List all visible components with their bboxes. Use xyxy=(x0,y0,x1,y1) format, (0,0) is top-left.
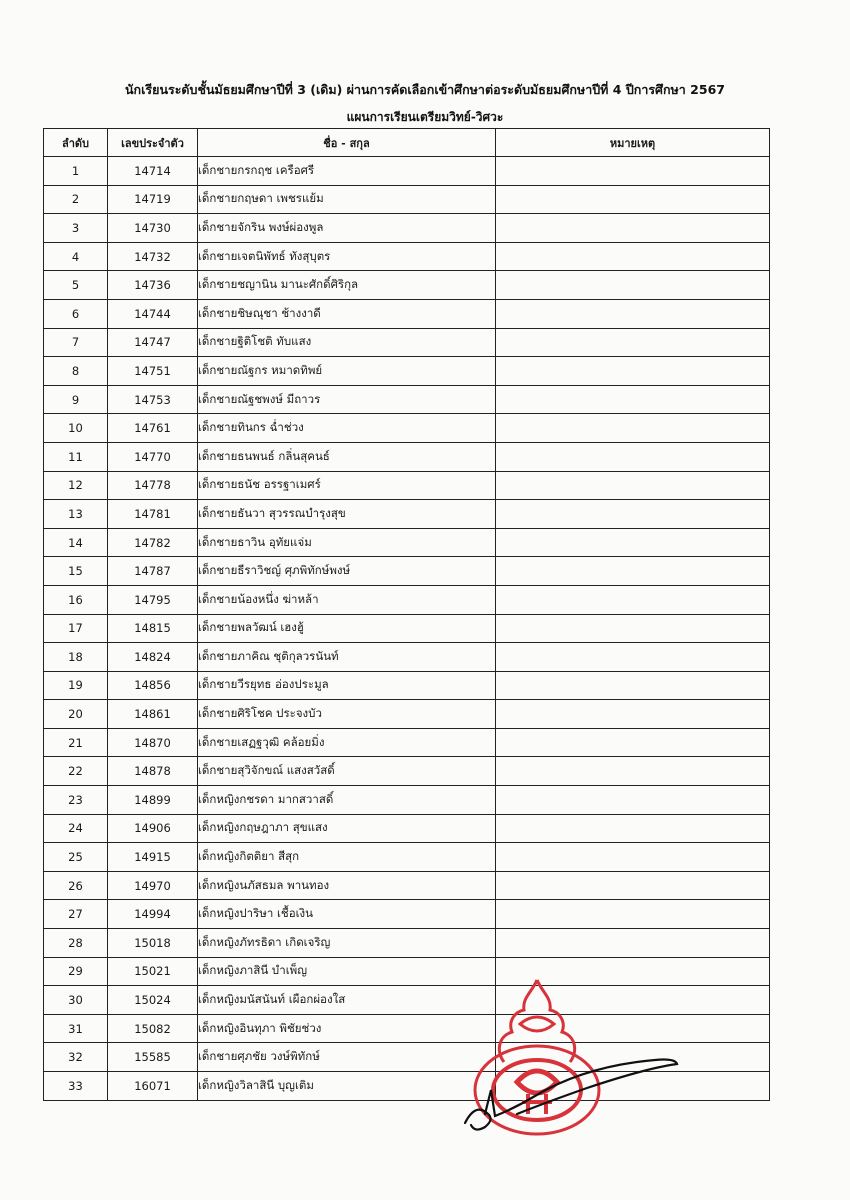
row-student-name: เด็กหญิงอินทุภา พิชัยช่วง xyxy=(198,1014,496,1043)
row-student-id: 14899 xyxy=(108,786,198,815)
row-student-name: เด็กชายศุภชัย วงษ์พิทักษ์ xyxy=(198,1043,496,1072)
row-note xyxy=(496,671,770,700)
table-row xyxy=(44,986,770,1015)
row-sequence: 29 xyxy=(44,957,108,986)
column-header-sequence: ลำดับ xyxy=(44,129,108,157)
table-row xyxy=(44,929,770,958)
row-note xyxy=(496,328,770,357)
table-row xyxy=(44,471,770,500)
row-student-name: เด็กชายศิริโชค ประจงบัว xyxy=(198,700,496,729)
row-note xyxy=(496,728,770,757)
row-sequence: 2 xyxy=(44,185,108,214)
row-sequence: 8 xyxy=(44,357,108,386)
row-student-name: เด็กชายน้องหนึ่ง ฆ่าหล้า xyxy=(198,585,496,614)
row-note xyxy=(496,900,770,929)
row-student-name: เด็กชายฐิติโชติ ทับแสง xyxy=(198,328,496,357)
row-student-id: 14744 xyxy=(108,299,198,328)
row-sequence: 16 xyxy=(44,585,108,614)
table-row xyxy=(44,214,770,243)
table-row xyxy=(44,871,770,900)
row-note xyxy=(496,757,770,786)
row-student-name: เด็กหญิงกฤษฎาภา สุขแสง xyxy=(198,814,496,843)
row-note xyxy=(496,814,770,843)
row-student-id: 15021 xyxy=(108,957,198,986)
row-student-id: 14753 xyxy=(108,385,198,414)
table-row xyxy=(44,357,770,386)
row-sequence: 11 xyxy=(44,442,108,471)
row-student-name: เด็กชายธนัช อรรฐาเมศร์ xyxy=(198,471,496,500)
document-title: นักเรียนระดับชั้นมัธยมศึกษาปีที่ 3 (เดิม) ผ่านการคัดเลือกเข้าศึกษาต่อระดับมัธยมศึกษาปีที่ 4 ปีการศึกษา 2567 xyxy=(125,82,725,97)
row-student-name: เด็กหญิงภาสินี บำเพ็ญ xyxy=(198,957,496,986)
row-sequence: 6 xyxy=(44,299,108,328)
row-sequence: 19 xyxy=(44,671,108,700)
row-note xyxy=(496,385,770,414)
row-note xyxy=(496,843,770,872)
row-student-id: 14761 xyxy=(108,414,198,443)
row-sequence: 1 xyxy=(44,157,108,186)
column-header-note: หมายเหตุ xyxy=(496,129,770,157)
row-student-id: 14994 xyxy=(108,900,198,929)
row-student-name: เด็กหญิงภัทรธิดา เกิดเจริญ xyxy=(198,929,496,958)
row-student-name: เด็กชายธีราวิชญ์ ศุภพิทักษ์พงษ์ xyxy=(198,557,496,586)
row-note xyxy=(496,214,770,243)
row-sequence: 17 xyxy=(44,614,108,643)
row-sequence: 33 xyxy=(44,1072,108,1101)
row-sequence: 9 xyxy=(44,385,108,414)
row-sequence: 20 xyxy=(44,700,108,729)
row-student-id: 15018 xyxy=(108,929,198,958)
column-header-name: ชื่อ - สกุล xyxy=(198,129,496,157)
row-student-name: เด็กชายณัฐกร หมาดทิพย์ xyxy=(198,357,496,386)
row-note xyxy=(496,185,770,214)
table-row xyxy=(44,700,770,729)
document-subtitle: แผนการเรียนเตรียมวิทย์-วิศวะ xyxy=(346,110,504,124)
row-student-name: เด็กชายวีรยุทธ อ่องประมูล xyxy=(198,671,496,700)
row-student-name: เด็กชายสุวิจักขณ์ แสงสวัสดิ์ xyxy=(198,757,496,786)
table-row xyxy=(44,157,770,186)
row-student-name: เด็กชายธนพนธ์ กลิ่นสุคนธ์ xyxy=(198,442,496,471)
row-note xyxy=(496,471,770,500)
row-student-id: 14747 xyxy=(108,328,198,357)
row-student-name: เด็กหญิงกิตติยา สีสุก xyxy=(198,843,496,872)
row-student-name: เด็กชายเจตนิพัทธ์ ทังสุบุตร xyxy=(198,242,496,271)
row-sequence: 7 xyxy=(44,328,108,357)
row-note xyxy=(496,557,770,586)
row-note xyxy=(496,929,770,958)
row-sequence: 30 xyxy=(44,986,108,1015)
row-sequence: 3 xyxy=(44,214,108,243)
row-note xyxy=(496,528,770,557)
row-student-id: 14824 xyxy=(108,643,198,672)
table-row xyxy=(44,786,770,815)
row-student-id: 14714 xyxy=(108,157,198,186)
row-note xyxy=(496,614,770,643)
row-note xyxy=(496,585,770,614)
table-row xyxy=(44,528,770,557)
row-sequence: 18 xyxy=(44,643,108,672)
table-row xyxy=(44,957,770,986)
table-row xyxy=(44,757,770,786)
table-row xyxy=(44,500,770,529)
row-student-id: 14970 xyxy=(108,871,198,900)
row-student-name: เด็กชายณัฐชพงษ์ มีถาวร xyxy=(198,385,496,414)
row-student-name: เด็กหญิงนภัสธมล พานทอง xyxy=(198,871,496,900)
row-student-id: 14815 xyxy=(108,614,198,643)
row-sequence: 27 xyxy=(44,900,108,929)
row-student-id: 15024 xyxy=(108,986,198,1015)
row-sequence: 32 xyxy=(44,1043,108,1072)
table-row xyxy=(44,385,770,414)
row-sequence: 22 xyxy=(44,757,108,786)
row-student-name: เด็กชายธันวา สุวรรณบำรุงสุข xyxy=(198,500,496,529)
table-row xyxy=(44,442,770,471)
table-row xyxy=(44,299,770,328)
row-student-id: 14906 xyxy=(108,814,198,843)
row-student-name: เด็กชายธาวิน อุทัยแจ่ม xyxy=(198,528,496,557)
row-note xyxy=(496,786,770,815)
row-student-id: 14730 xyxy=(108,214,198,243)
row-sequence: 28 xyxy=(44,929,108,958)
table-row xyxy=(44,557,770,586)
row-note xyxy=(496,871,770,900)
row-note xyxy=(496,500,770,529)
row-student-name: เด็กชายชญานิน มานะศักดิ์ศิริกุล xyxy=(198,271,496,300)
table-row xyxy=(44,185,770,214)
row-student-id: 14878 xyxy=(108,757,198,786)
row-student-id: 14732 xyxy=(108,242,198,271)
row-student-id: 14856 xyxy=(108,671,198,700)
table-row xyxy=(44,728,770,757)
row-student-name: เด็กชายเสฏฐวุฒิ คล้อยมิ่ง xyxy=(198,728,496,757)
row-student-id: 14736 xyxy=(108,271,198,300)
row-student-id: 14870 xyxy=(108,728,198,757)
row-note xyxy=(496,157,770,186)
row-sequence: 23 xyxy=(44,786,108,815)
row-sequence: 25 xyxy=(44,843,108,872)
row-student-id: 14751 xyxy=(108,357,198,386)
row-student-id: 14781 xyxy=(108,500,198,529)
table-row xyxy=(44,900,770,929)
row-student-name: เด็กชายพลวัฒน์ เฮงฮู้ xyxy=(198,614,496,643)
row-sequence: 5 xyxy=(44,271,108,300)
row-student-id: 15585 xyxy=(108,1043,198,1072)
row-sequence: 12 xyxy=(44,471,108,500)
row-sequence: 4 xyxy=(44,242,108,271)
row-sequence: 14 xyxy=(44,528,108,557)
row-student-id: 14861 xyxy=(108,700,198,729)
table-row xyxy=(44,242,770,271)
row-student-id: 14787 xyxy=(108,557,198,586)
table-row xyxy=(44,643,770,672)
row-student-name: เด็กชายภาคิณ ชุติกุลวรนันท์ xyxy=(198,643,496,672)
row-student-id: 14795 xyxy=(108,585,198,614)
row-sequence: 26 xyxy=(44,871,108,900)
row-sequence: 31 xyxy=(44,1014,108,1043)
row-student-name: เด็กหญิงกชรดา มากสวาสดิ์ xyxy=(198,786,496,815)
column-header-student-id: เลขประจำตัว xyxy=(108,129,198,157)
row-student-name: เด็กชายกฤษดา เพชรแย้ม xyxy=(198,185,496,214)
row-student-name: เด็กหญิงปาริษา เชื้อเงิน xyxy=(198,900,496,929)
table-header-row xyxy=(44,129,770,157)
row-student-name: เด็กชายชิษณุชา ช้างงาดี xyxy=(198,299,496,328)
signature-icon xyxy=(455,1038,685,1133)
row-student-id: 14915 xyxy=(108,843,198,872)
table-row xyxy=(44,614,770,643)
table-row xyxy=(44,414,770,443)
table-row xyxy=(44,271,770,300)
row-sequence: 24 xyxy=(44,814,108,843)
row-student-id: 14770 xyxy=(108,442,198,471)
row-student-id: 14778 xyxy=(108,471,198,500)
row-note xyxy=(496,357,770,386)
row-note xyxy=(496,700,770,729)
row-sequence: 21 xyxy=(44,728,108,757)
table-row xyxy=(44,328,770,357)
row-student-name: เด็กหญิงวิลาสินี บุญเติม xyxy=(198,1072,496,1101)
row-note xyxy=(496,442,770,471)
row-student-id: 14719 xyxy=(108,185,198,214)
row-student-name: เด็กหญิงมนัสนันท์ เผือกผ่องใส xyxy=(198,986,496,1015)
row-note xyxy=(496,271,770,300)
student-table xyxy=(43,128,770,1101)
row-sequence: 15 xyxy=(44,557,108,586)
row-sequence: 10 xyxy=(44,414,108,443)
table-row xyxy=(44,814,770,843)
row-student-id: 15082 xyxy=(108,1014,198,1043)
row-student-id: 16071 xyxy=(108,1072,198,1101)
row-note xyxy=(496,414,770,443)
row-student-name: เด็กชายจักริน พงษ์ผ่องพูล xyxy=(198,214,496,243)
table-row xyxy=(44,843,770,872)
row-sequence: 13 xyxy=(44,500,108,529)
row-note xyxy=(496,299,770,328)
table-row xyxy=(44,585,770,614)
row-note xyxy=(496,242,770,271)
row-student-id: 14782 xyxy=(108,528,198,557)
row-note xyxy=(496,643,770,672)
row-student-name: เด็กชายกรกฤช เครือศรี xyxy=(198,157,496,186)
table-row xyxy=(44,671,770,700)
row-student-name: เด็กชายทินกร ฉ่ำช่วง xyxy=(198,414,496,443)
